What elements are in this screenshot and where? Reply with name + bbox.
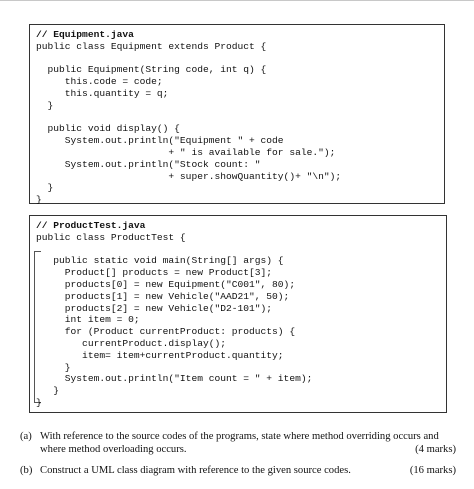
code-title-producttest: // ProductTest.java xyxy=(36,220,146,231)
code-line: item= item+currentProduct.quantity; xyxy=(36,349,284,361)
code-line: public class ProductTest { xyxy=(36,231,186,243)
code-line: for (Product currentProduct: products) { xyxy=(36,326,296,338)
code-line: products[2] = new Vehicle("D2-101"); xyxy=(36,302,273,314)
question-label: (b) xyxy=(20,465,33,476)
code-line: Product[] products = new Product[3]; xyxy=(36,267,273,279)
question-marks: (4 marks) xyxy=(415,444,456,455)
code-line: public void display() { xyxy=(36,123,180,135)
code-title-equipment: // Equipment.java xyxy=(36,29,134,40)
code-listing-producttest xyxy=(29,215,447,413)
code-line: public Equipment(String code, int q) { xyxy=(36,64,267,76)
code-line: products[0] = new Equipment("C001", 80); xyxy=(36,278,296,290)
question-text: Construct a UML class diagram with reference to the given source codes. xyxy=(40,465,351,476)
code-line: products[1] = new Vehicle("AAD21", 50); xyxy=(36,290,290,302)
code-line: this.code = code; xyxy=(36,76,163,88)
code-line: + super.showQuantity()+ "\n"); xyxy=(36,170,342,182)
code-line: System.out.println("Equipment " + code xyxy=(36,135,284,147)
question-marks: (16 marks) xyxy=(409,465,456,476)
code-line: + " is available for sale."); xyxy=(36,146,336,158)
code-line: } xyxy=(36,396,42,408)
question-label: (a) xyxy=(20,431,32,442)
question-text: With reference to the source codes of the programs, state where method overriding occurs and where method overloading occurs. xyxy=(40,431,439,455)
code-block-equipment xyxy=(36,29,341,206)
code-block-producttest xyxy=(36,220,312,409)
code-line: } xyxy=(36,99,54,111)
code-line: System.out.println("Stock count: " xyxy=(36,158,261,170)
code-line: public class Equipment extends Product { xyxy=(36,40,267,52)
code-listing-equipment xyxy=(29,24,445,204)
code-line: currentProduct.display(); xyxy=(36,337,226,349)
code-line: this.quantity = q; xyxy=(36,87,169,99)
top-divider xyxy=(0,0,474,1)
code-line: } xyxy=(36,361,71,373)
code-line: public static void main(String[] args) { xyxy=(36,255,284,267)
question-b xyxy=(20,464,456,478)
code-line: System.out.println("Item count = " + item); xyxy=(36,373,313,385)
question-a xyxy=(20,430,456,458)
code-line: } xyxy=(36,385,60,397)
code-line: int item = 0; xyxy=(36,314,140,326)
code-line: } xyxy=(36,182,54,194)
code-line: } xyxy=(36,194,42,206)
